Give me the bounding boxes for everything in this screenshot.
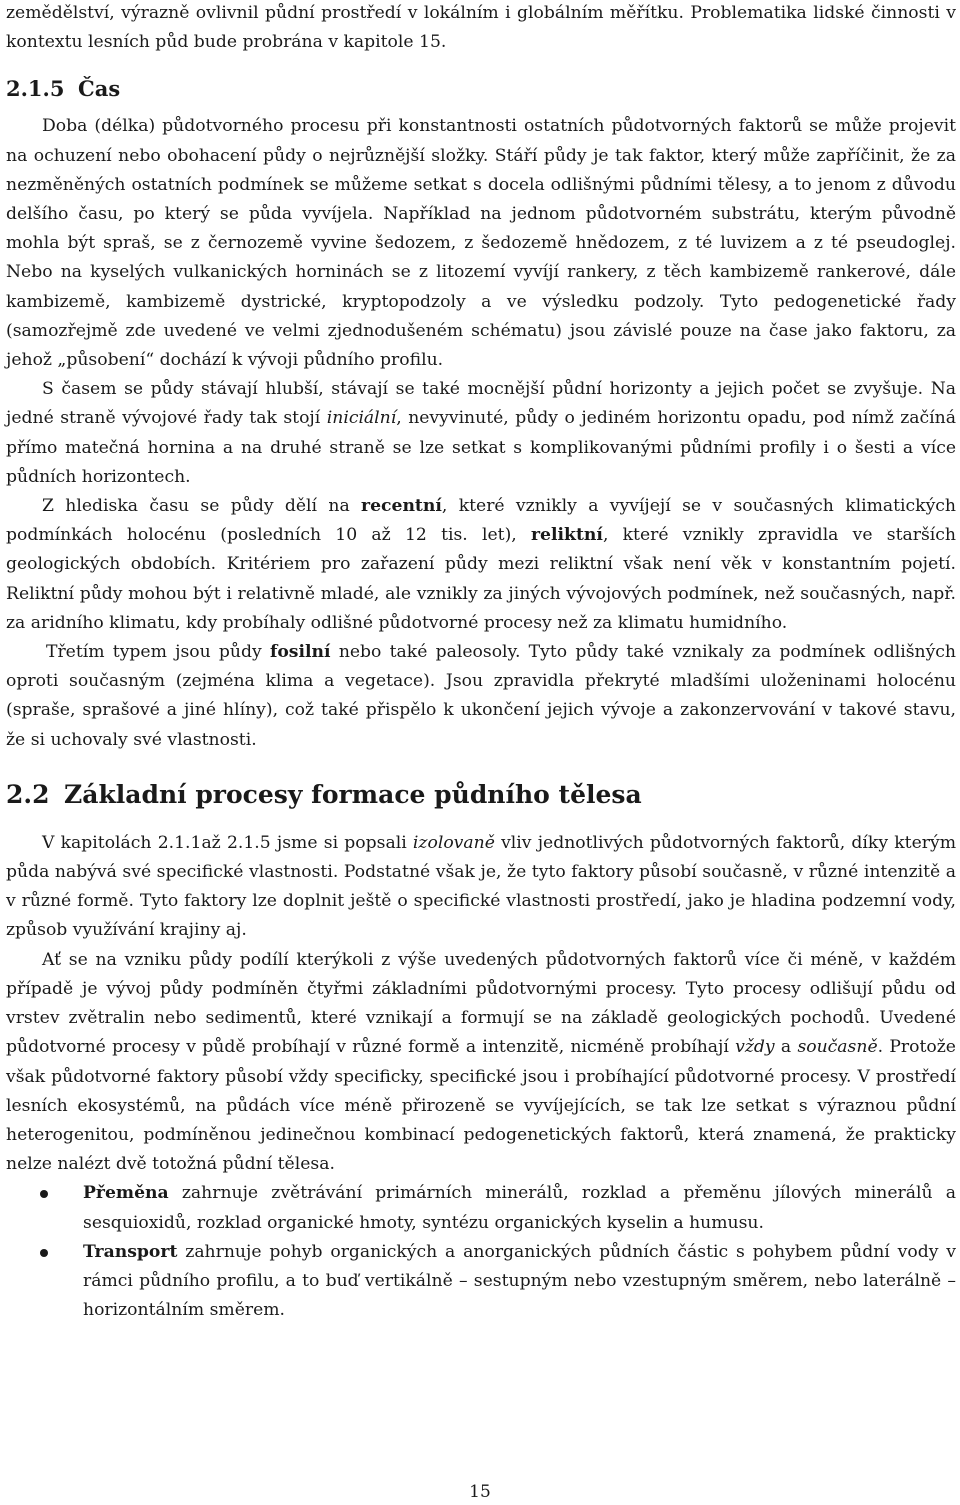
paragraph-time-factor: Doba (délka) půdotvorného procesu při konstantnosti ostatních půdotvorných faktorů se může projevit na ochuzení nebo obohacení půdy o nejrůznější složky. Stáří půdy je tak faktor, který může zapříčinit, že za nezměněných ostatních podmínek se můžeme setkat s docela odlišnými půdními tělesy, a to jenom z důvodu delšího času, po který se půda vyvíjela. Například na jednom půdotvorném substrátu, kterým původně mohla být spraš, se z černozemě vyvine šedozem, z šedozemě hnědozem, z té luvizem a z té pseudoglej. Nebo na kyselých vulkanických horninách se z litozemí vyvíjí rankery, z těch kambizemě rankerové, dále kambizemě, kambizemě dystrické, kryptopodzoly a ve výsledku podzoly. Tyto pedogenetické řady (samozřejmě zde uvedené ve velmi zjednodušeném schématu) jsou závislé pouze na čase jako faktoru, za jehož „působení“ dochází k vývoji půdního profilu. — [6, 116, 956, 371]
italic-term: iniciální — [326, 408, 397, 429]
paragraph-depth: S časem se půdy stávají hlubší, stávají se také mocnější půdní horizonty a jejich počet se zvyšuje. Na jedné straně vývojové řady tak stojí iniciální, nevyvinuté, půdy o jediném horizontu opadu, pod nímž začíná přímo matečná hornina a na druhé straně se lze setkat s komplikovanými půdními profily i o šesti a více půdních horizontech. — [6, 379, 956, 487]
section-number: 2.1.5 — [6, 76, 65, 102]
page-number: 15 — [469, 1482, 491, 1502]
paragraph-processes: Ať se na vzniku půdy podílí kterýkoli z výše uvedených půdotvorných faktorů více či méně, v každém případě je vývoj půdy podmíněn čtyřmi základními půdotvornými procesy. Tyto procesy odlišují půdu od vrstev zvětralin nebo sedimentů, které vznikají a formují se na základě geologických pochodů. Uvedené půdotvorné procesy v půdě probíhají v různé formě a intenzitě, nicméně probíhají vždy a současně. Protože však půdotvorné faktory působí vždy specificky, specifické jsou i probíhající půdotvorné procesy. V prostředí lesních ekosystémů, na půdách více méně přirozeně se vyvíjejících, se tak lze setkat s výraznou půdní heterogenitou, podmíněnou jedinečnou kombinací pedogenetických faktorů, která znamená, že prakticky nelze nalézt dvě totožná půdní tělesa. — [6, 949, 956, 1175]
intro-paragraph: zemědělství, výrazně ovlivnil půdní prostředí v lokálním i globálním měřítku. Problematika lidské činnosti v kontextu lesních půd bude probrána v kapitole 15. — [6, 3, 956, 53]
paragraph-chapters-intro: V kapitolách 2.1.1až 2.1.5 jsme si popsali izolovaně vliv jednotlivých půdotvorných faktorů, díky kterým půda nabývá své specifické vlastnosti. Podstatné však je, že tyto faktory působí současně, v různé intenzitě a v různé formě. Tyto faktory lze doplnit ještě o specifické vlastnosti prostředí, jako je hladina podzemní vody, způsob využívání krajiny aj. — [6, 832, 956, 941]
list-item-text: zahrnuje zvětrávání primárních minerálů, rozklad a přeměnu jílových minerálů a sesquioxidů, rozklad organické hmoty, syntézu organických kyselin a humusu. — [83, 1183, 956, 1233]
list-item-term: Přeměna — [83, 1183, 169, 1204]
paragraph-recent-relict: Z hlediska času se půdy dělí na recentní, které vznikly a vyvíjejí se v současných klimatických podmínkách holocénu (posledních 10 až 12 tis. let), reliktní, které vznikly zpravidla ve starších geologických obdobích. Kritériem pro zařazení půdy mezi reliktní však není věk v konstantním pojetí. Reliktní půdy mohou být i relativně mladé, ale vznikly za jiných vývojových podmínek, než současných, např. za aridního klimatu, kdy probíhaly odlišné půdotvorné procesy než za klimatu humidního. — [6, 496, 956, 633]
italic-term-vzdy: vždy — [735, 1037, 775, 1058]
list-item — [6, 1179, 956, 1237]
list-item — [6, 1238, 956, 1326]
bold-term-reliktni: reliktní — [531, 525, 603, 546]
bold-term-recentni: recentní — [361, 496, 442, 517]
list-item-text: zahrnuje pohyb organických a anorganických půdních částic s pohybem půdní vody v rámci půdního profilu, a to buď vertikálně – sestupným nebo vzestupným směrem, nebo laterálně – horizontálním směrem. — [83, 1241, 956, 1321]
document-page — [6, 0, 956, 1325]
bold-term-fosilni: fosilní — [269, 642, 331, 663]
paragraph-fossil: Třetím typem jsou půdy fosilní nebo také paleosoly. Tyto půdy také vznikaly za podmínek odlišných oproti současným (zejména klima a vegetace). Jsou zpravidla překryté mladšími uloženinami holocénu (spraše, sprašové a jiné hlíny), což také přispělo k ukončení jejich vývoje a zakonzervování v takové stavu, že si uchovaly své vlastnosti. — [6, 642, 956, 750]
section-title: Čas — [78, 76, 121, 102]
process-list — [6, 1179, 956, 1325]
section-title: Základní procesy formace půdního tělesa — [64, 779, 642, 809]
list-item-term: Transport — [83, 1241, 178, 1262]
bullet-icon — [40, 1190, 48, 1198]
section-heading-2-2 — [6, 779, 956, 811]
italic-term: izolovaně — [412, 832, 495, 853]
section-heading-2-1-5 — [6, 75, 956, 103]
section-number: 2.2 — [6, 779, 50, 809]
bullet-icon — [40, 1249, 48, 1257]
italic-term-soucasne: současně — [797, 1037, 878, 1058]
